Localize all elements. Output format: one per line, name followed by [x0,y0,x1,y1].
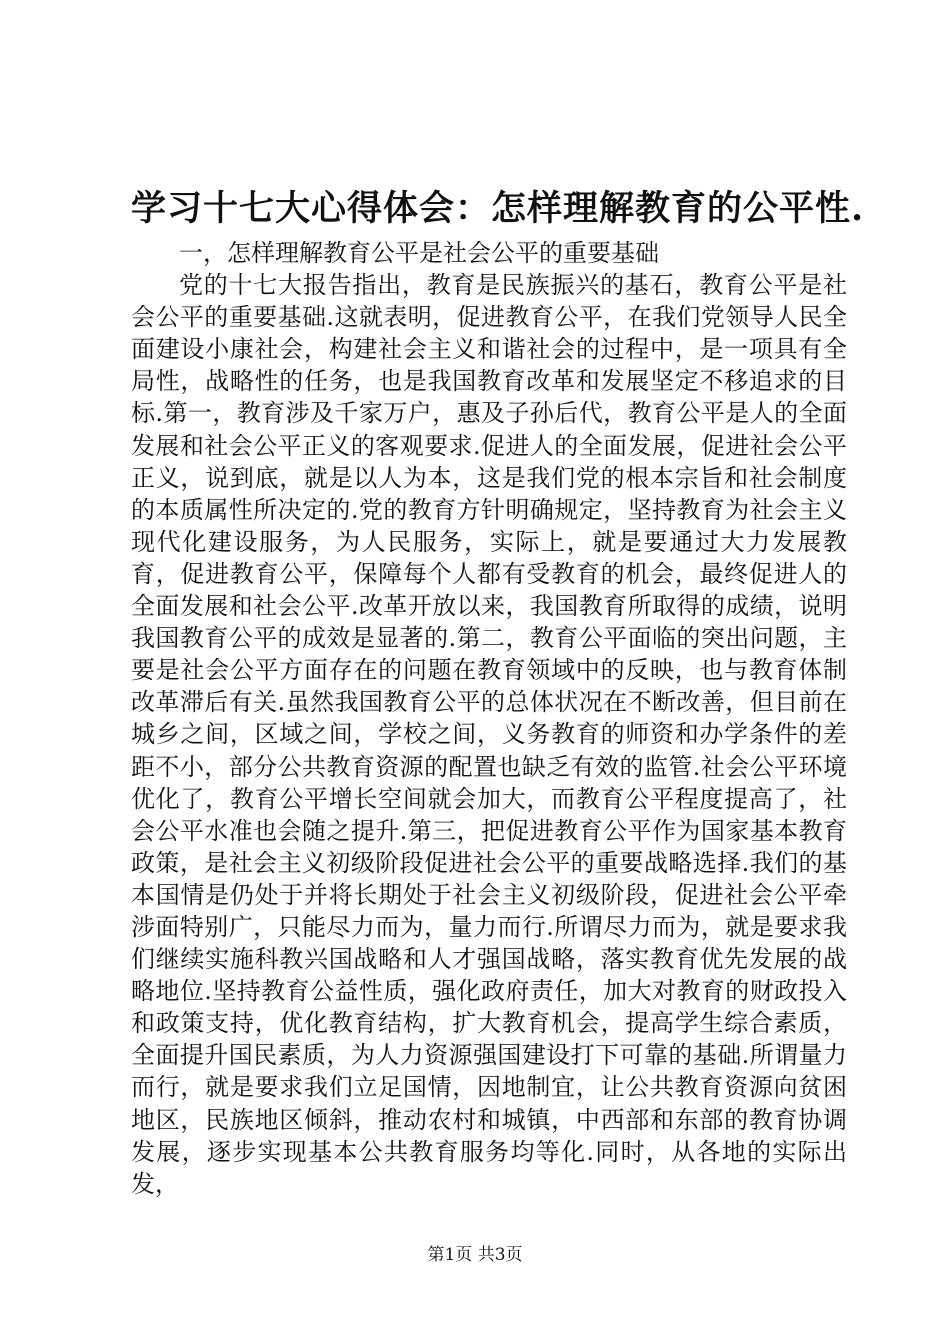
document-body [131,237,847,1200]
section-heading: 一，怎样理解教育公平是社会公平的重要基础 [179,239,659,267]
body-paragraph: 党的十七大报告指出，教育是民族振兴的基石，教育公平是社会公平的重要基础.这就表明，促进教育公平，在我们党领导人民全面建设小康社会，构建社会主义和谐社会的过程中，是一项具有全局性，战略性的任务，也是我国教育改革和发展坚定不移追求的目标.第一，教育涉及千家万户，惠及子孙后代，教育公平是人的全面发展和社会公平正义的客观要求.促进人的全面发展，促进社会公平正义，说到底，就是以人为本，这是我们党的根本宗旨和社会制度的本质属性所决定的.党的教育方针明确规定，坚持教育为社会主义现代化建设服务，为人民服务，实际上，就是要通过大力发展教育，促进教育公平，保障每个人都有受教育的机会，最终促进人的全面发展和社会公平.改革开放以来，我国教育所取得的成绩，说明我国教育公平的成效是显著的.第二，教育公平面临的突出问题，主要是社会公平方面存在的问题在教育领域中的反映，也与教育体制改革滞后有关.虽然我国教育公平的总体状况在不断改善，但目前在城乡之间，区域之间，学校之间，义务教育的师资和办学条件的差距不小，部分公共教育资源的配置也缺乏有效的监管.社会公平环境优化了，教育公平增长空间就会加大，而教育公平程度提高了，社会公平水准也会随之提升.第三，把促进教育公平作为国家基本教育政策，是社会主义初级阶段促进社会公平的重要战略选择.我们的基本国情是仍处于并将长期处于社会主义初级阶段，促进社会公平牵涉面特别广，只能尽力而为，量力而行.所谓尽力而为，就是要求我们继续实施科教兴国战略和人才强国战略，落实教育优先发展的战略地位.坚持教育公益性质，强化政府责任，加大对教育的财政投入和政策支持，优化教育结构，扩大教育机会，提高学生综合素质，全面提升国民素质，为人力资源强国建设打下可靠的基础.所谓量力而行，就是要求我们立足国情，因地制宜，让公共教育资源向贫困地区，民族地区倾斜，推动农村和城镇，中西部和东部的教育协调发展，逐步实现基本公共教育服务均等化.同时，从各地的实际出发， [131,271,847,1198]
document-title: 学习十七大心得体会：怎样理解教育的公平性. [131,188,865,229]
page-footer: 第1页 共3页 [427,1245,523,1265]
